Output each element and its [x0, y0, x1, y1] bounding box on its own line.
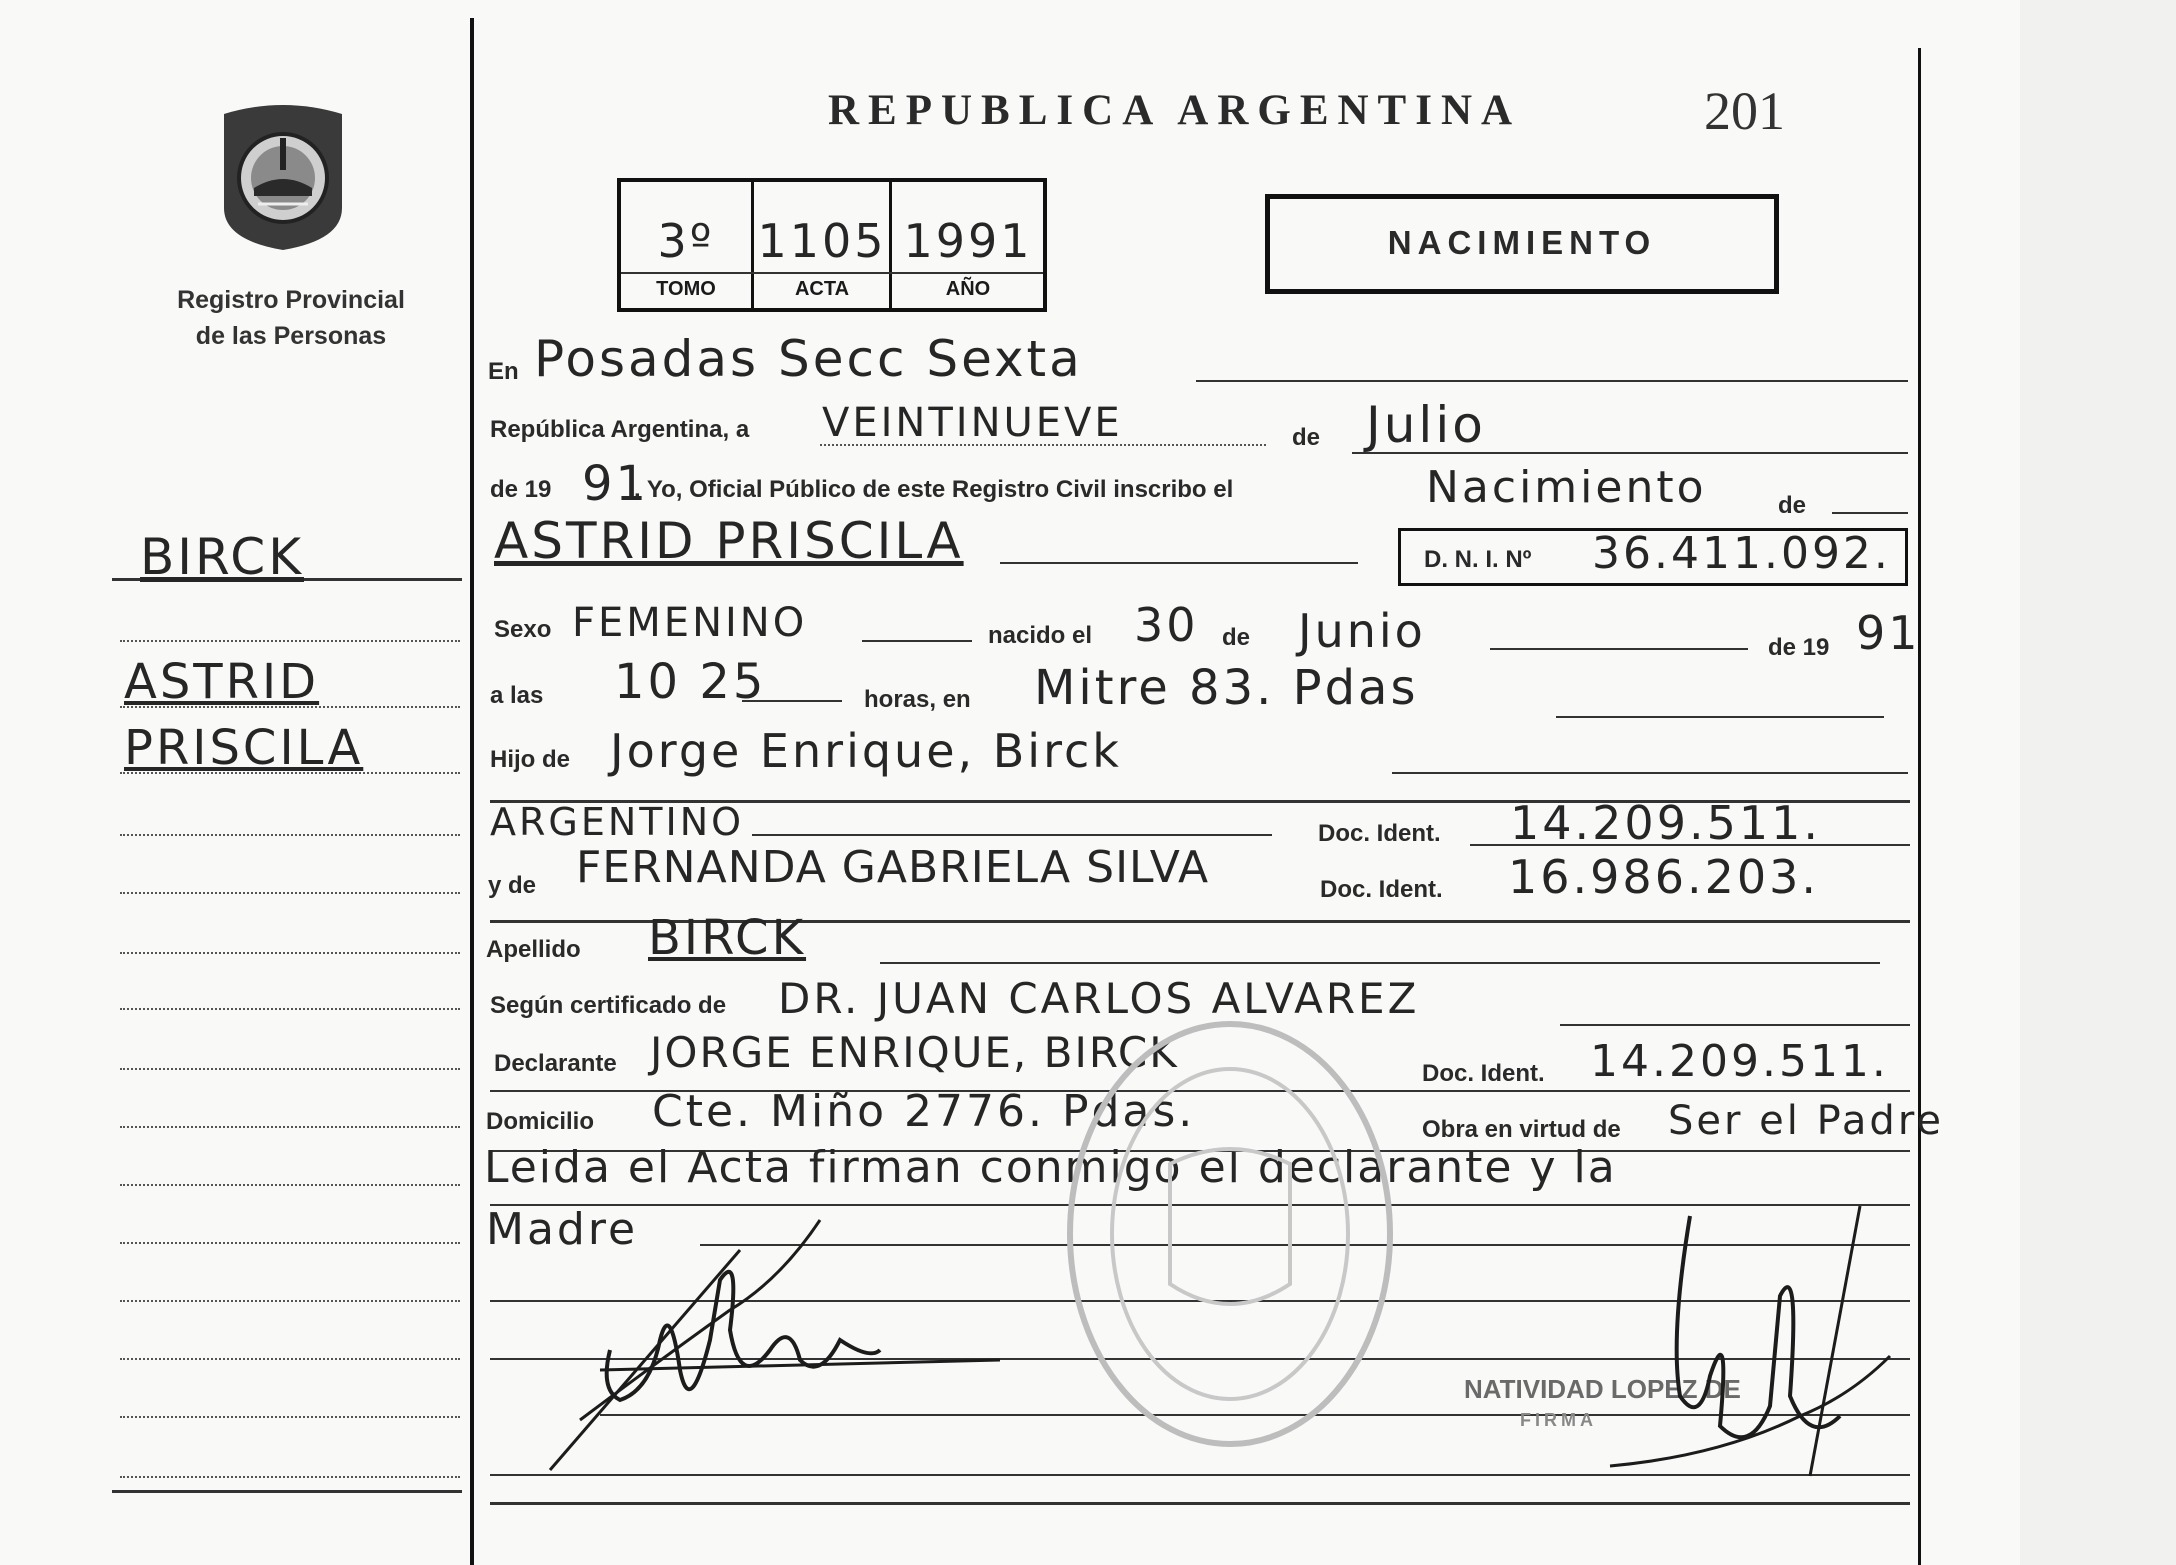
declarant-doc: 14.209.511.: [1590, 1036, 1889, 1087]
declarant-doc-label: Doc. Ident.: [1422, 1060, 1545, 1087]
place-label: En: [488, 358, 519, 385]
declarant-name: JORGE ENRIQUE, BIRCK: [650, 1028, 1179, 1077]
anio-field: [892, 178, 1044, 310]
margin-dotted-line: [120, 952, 460, 954]
act-type: NACIMIENTO: [1387, 224, 1657, 261]
form-rule: [1832, 512, 1908, 514]
form-rule: [1000, 562, 1358, 564]
registration-year: 91: [582, 456, 650, 512]
father-nationality: ARGENTINO: [490, 800, 745, 844]
form-dotted-line: [820, 444, 1266, 446]
margin-dotted-line: [120, 1008, 460, 1010]
official-name: NATIVIDAD LOPEZ DE: [1464, 1374, 1741, 1404]
year-label: de 19: [490, 476, 552, 503]
form-rule: [1560, 1024, 1910, 1026]
born-label: nacido el: [988, 622, 1093, 649]
acta-label: ACTA: [794, 278, 850, 300]
tomo-value: 3º: [657, 214, 715, 268]
form-rule: [1470, 844, 1910, 846]
margin-dotted-line: [120, 1300, 460, 1302]
registry-line2: de las Personas: [195, 322, 387, 350]
act-registered: Nacimiento: [1426, 462, 1707, 513]
country-title: REPUBLICA ARGENTINA: [828, 87, 1522, 134]
closing-statement-end: Madre: [486, 1204, 639, 1255]
place-of-birth-label: horas, en: [864, 686, 971, 713]
anio-label: AÑO: [945, 278, 991, 300]
mother-name: FERNANDA GABRIELA SILVA: [576, 842, 1210, 893]
margin-dotted-line: [120, 892, 460, 894]
margin-surname: BIRCK: [140, 528, 304, 586]
declarant-signature: [540, 1190, 1000, 1480]
father-doc: 14.209.511.: [1510, 796, 1821, 850]
province-seal: [214, 100, 352, 252]
surname-value: BIRCK: [648, 910, 807, 966]
domicile-value: Cte. Miño 2776. Pdas.: [652, 1086, 1196, 1137]
capacity-label: Obra en virtud de: [1422, 1116, 1621, 1143]
firma-label: FIRMA: [1520, 1410, 1597, 1430]
anio-value: 1991: [903, 214, 1033, 268]
margin-dotted-line: [120, 1242, 460, 1244]
margin-dotted-line: [120, 1358, 460, 1360]
form-rule: [862, 640, 972, 642]
form-rule: [752, 834, 1272, 836]
place-of-birth: Mitre 83. Pdas: [1034, 660, 1419, 716]
margin-divider: [470, 18, 474, 1565]
republic-date-label: República Argentina, a: [490, 416, 750, 443]
mother-label: y de: [488, 872, 537, 899]
margin-dotted-line: [120, 1068, 460, 1070]
month-label: de: [1292, 424, 1321, 451]
page-number: 201: [1704, 81, 1785, 141]
birth-time: 10 25: [614, 654, 767, 710]
day-in-words: VEINTINUEVE: [822, 400, 1123, 446]
official-signature: [1600, 1196, 1900, 1496]
official-stamp: [1060, 1014, 1400, 1454]
form-rule: [1490, 648, 1748, 650]
birth-year-label: de 19: [1768, 634, 1830, 661]
margin-dotted-line: [120, 1476, 460, 1478]
of-label: de: [1778, 492, 1807, 519]
surname-label: Apellido: [486, 936, 581, 963]
sex-value: FEMENINO: [572, 600, 808, 646]
dni-value: 36.411.092.: [1592, 528, 1891, 579]
dni-label: D. N. I. Nº: [1424, 546, 1532, 573]
closing-statement: Leida el Acta firman conmigo el declarante y la: [484, 1142, 1617, 1193]
form-rule: [1556, 716, 1884, 718]
mother-doc: 16.986.203.: [1508, 850, 1819, 904]
page-edge: [2020, 0, 2176, 1565]
time-label: a las: [490, 682, 544, 709]
tomo-label: TOMO: [656, 278, 716, 300]
form-rule: [880, 962, 1880, 964]
form-rule: [1392, 772, 1908, 774]
official-statement: . Yo, Oficial Público de este Registro Civil inscribo el: [634, 476, 1234, 503]
place-value: Posadas Secc Sexta: [534, 330, 1083, 388]
form-rule: [1196, 380, 1908, 382]
tomo-field: [618, 178, 754, 310]
father-label: Hijo de: [490, 746, 571, 773]
certifying-doctor: DR. JUAN CARLOS ALVAREZ: [778, 974, 1420, 1023]
domicile-label: Domicilio: [486, 1108, 595, 1135]
capacity-value: Ser el Padre: [1668, 1098, 1944, 1144]
form-rule: [742, 700, 842, 702]
margin-dotted-line: [120, 834, 460, 836]
margin-bottom-rule: [112, 1490, 462, 1493]
father-doc-label: Doc. Ident.: [1318, 820, 1441, 847]
margin-dotted-line: [120, 1126, 460, 1128]
acta-field: [754, 178, 890, 310]
birth-month-label: de: [1222, 624, 1251, 651]
margin-dotted-line: [120, 1416, 460, 1418]
margin-given-name-2: PRISCILA: [124, 720, 364, 776]
margin-dotted-line: [120, 1184, 460, 1186]
child-name: ASTRID PRISCILA: [494, 512, 964, 570]
registry-line1: Registro Provincial: [177, 286, 405, 314]
form-rule: [1352, 452, 1908, 454]
certificate-label: Según certificado de: [490, 992, 727, 1019]
acta-value: 1105: [757, 214, 887, 268]
month-value: Julio: [1366, 396, 1486, 454]
sex-label: Sexo: [494, 616, 552, 643]
form-right-border: [1918, 48, 1921, 1565]
form-bottom-rule: [490, 1502, 1910, 1505]
birth-year: 91: [1856, 606, 1921, 660]
declarant-label: Declarante: [494, 1050, 617, 1077]
father-name: Jorge Enrique, Birck: [610, 724, 1122, 778]
margin-dotted-line: [120, 640, 460, 642]
margin-given-name-1: ASTRID: [124, 654, 320, 710]
birth-day: 30: [1134, 598, 1199, 652]
birth-month: Junio: [1298, 604, 1426, 658]
mother-doc-label: Doc. Ident.: [1320, 876, 1443, 903]
